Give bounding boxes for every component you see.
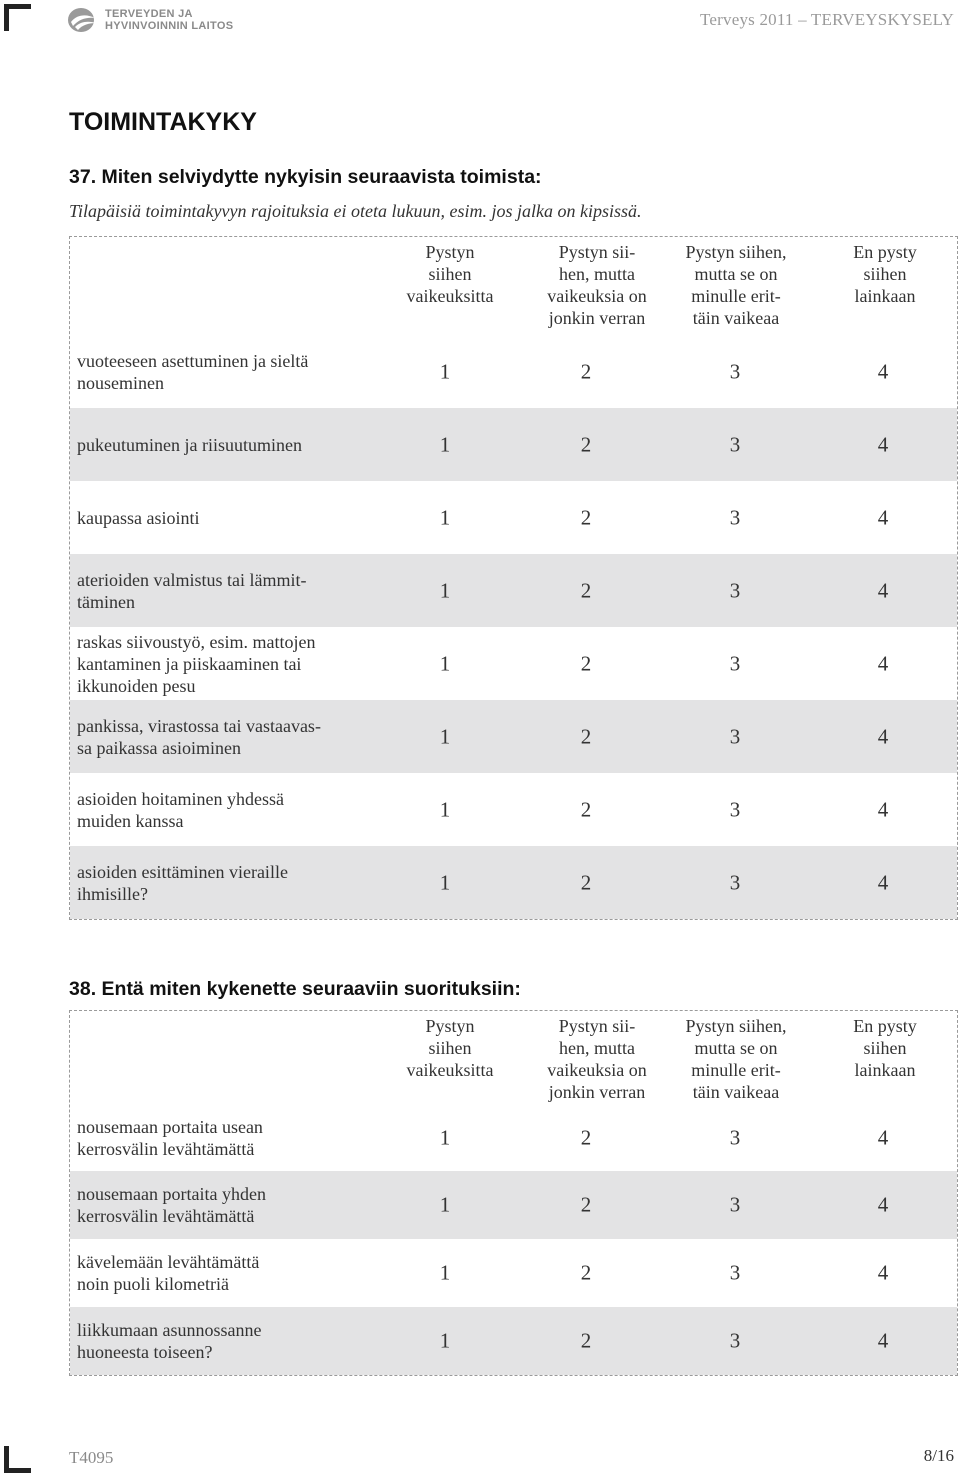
option-2[interactable]: 2 [580,578,592,602]
row-label: asioiden hoitaminen yhdessä muiden kanssa [77,788,284,831]
question-38-title: 38. Entä miten kykenette seuraaviin suorituksiin: [69,978,521,1000]
option-1[interactable]: 1 [439,797,451,821]
option-4[interactable]: 4 [877,1328,889,1353]
column-header-4: En pysty siihen lainkaan [853,1016,917,1080]
option-1[interactable]: 1 [439,578,451,602]
survey-title: Terveys 2011 – TERVEYSKYSELY [700,10,954,29]
option-4[interactable]: 4 [877,432,889,456]
crop-mark-bottom-left [4,1446,31,1473]
option-2[interactable]: 2 [580,505,592,529]
option-1[interactable]: 1 [439,505,451,529]
table-row [70,408,957,481]
option-3[interactable]: 3 [729,1192,741,1217]
table-row [70,1239,957,1307]
option-4[interactable]: 4 [877,578,889,602]
row-label: nousemaan portaita yhden kerrosvälin levähtämättä [77,1184,266,1226]
option-3[interactable]: 3 [729,505,741,529]
table-row [70,627,957,700]
question-37-note: Tilapäisiä toimintakyvyn rajoituksia ei oteta lukuun, esim. jos jalka on kipsissä. [69,201,642,221]
table-row [70,335,957,408]
option-3[interactable]: 3 [729,870,741,894]
column-header-1: Pystyn siihen vaikeuksitta [406,242,494,306]
option-1[interactable]: 1 [439,1192,451,1217]
option-3[interactable]: 3 [729,797,741,821]
column-header-2: Pystyn sii- hen, mutta vaikeuksia on jonkin verran [547,242,647,328]
option-1[interactable]: 1 [439,1328,451,1353]
table-row [70,700,957,773]
form-code: T4095 [69,1448,114,1467]
column-header-2: Pystyn sii- hen, mutta vaikeuksia on jonkin verran [547,1016,647,1102]
row-label: pankissa, virastossa tai vastaavas- sa paikassa asioiminen [77,715,321,758]
crop-mark-top-left [4,4,31,31]
option-2[interactable]: 2 [580,724,592,748]
row-label: liikkumaan asunnossanne huoneesta toiseen? [77,1320,262,1362]
option-4[interactable]: 4 [877,1260,889,1285]
table-row [70,554,957,627]
option-1[interactable]: 1 [439,1260,451,1285]
option-4[interactable]: 4 [877,651,889,675]
option-2[interactable]: 2 [580,1125,592,1150]
option-1[interactable]: 1 [439,870,451,894]
option-4[interactable]: 4 [877,870,889,894]
table-row [70,846,957,919]
option-2[interactable]: 2 [580,1192,592,1217]
option-3[interactable]: 3 [729,1328,741,1353]
question-37-table [69,236,958,920]
option-4[interactable]: 4 [877,724,889,748]
row-label: vuoteeseen asettuminen ja sieltä nouseminen [77,350,309,393]
section-title: TOIMINTAKYKY [69,108,257,136]
table-row [70,773,957,846]
option-1[interactable]: 1 [439,724,451,748]
option-3[interactable]: 3 [729,1125,741,1150]
option-1[interactable]: 1 [439,651,451,675]
thl-logo [67,6,233,34]
option-3[interactable]: 3 [729,578,741,602]
option-2[interactable]: 2 [580,432,592,456]
table-row [70,1307,957,1375]
column-header-3: Pystyn siihen, mutta se on minulle erit- täin vaikeaa [685,1016,787,1102]
table-row [70,481,957,554]
option-4[interactable]: 4 [877,505,889,529]
option-3[interactable]: 3 [729,1260,741,1285]
column-header-1: Pystyn siihen vaikeuksitta [406,1016,494,1080]
logo-line-2: HYVINVOINNIN LAITOS [105,20,234,32]
option-2[interactable]: 2 [580,797,592,821]
option-2[interactable]: 2 [580,1260,592,1285]
table-row [70,1171,957,1239]
row-label: aterioiden valmistus tai lämmit- täminen [77,569,307,612]
column-header-3: Pystyn siihen, mutta se on minulle erit- täin vaikeaa [685,242,787,328]
row-label: nousemaan portaita usean kerrosvälin levähtämättä [77,1117,263,1159]
option-1[interactable]: 1 [439,1125,451,1150]
question-38-table [69,1010,958,1376]
option-4[interactable]: 4 [877,1125,889,1150]
option-2[interactable]: 2 [580,870,592,894]
row-label: kävelemään levähtämättä noin puoli kilometriä [77,1252,260,1294]
option-3[interactable]: 3 [729,724,741,748]
option-1[interactable]: 1 [439,359,451,383]
option-4[interactable]: 4 [877,1192,889,1217]
option-4[interactable]: 4 [877,359,889,383]
option-4[interactable]: 4 [877,797,889,821]
option-2[interactable]: 2 [580,1328,592,1353]
page-number: 8/16 [923,1446,954,1465]
column-header-4: En pysty siihen lainkaan [853,242,917,306]
row-label: pukeutuminen ja riisuutuminen [77,434,302,455]
option-3[interactable]: 3 [729,359,741,383]
table-row [70,1105,957,1171]
option-1[interactable]: 1 [439,432,451,456]
row-label: kaupassa asiointi [77,507,200,528]
option-3[interactable]: 3 [729,432,741,456]
thl-logo-icon [67,6,99,34]
option-2[interactable]: 2 [580,651,592,675]
row-label: raskas siivoustyö, esim. mattojen kantaminen ja piiskaaminen tai ikkunoiden pesu [77,631,316,696]
option-3[interactable]: 3 [729,651,741,675]
option-2[interactable]: 2 [580,359,592,383]
row-label: asioiden esittäminen vieraille ihmisille? [77,861,288,904]
logo-line-1: TERVEYDEN JA [105,8,193,20]
question-37-title: 37. Miten selviydytte nykyisin seuraavista toimista: [69,166,542,188]
